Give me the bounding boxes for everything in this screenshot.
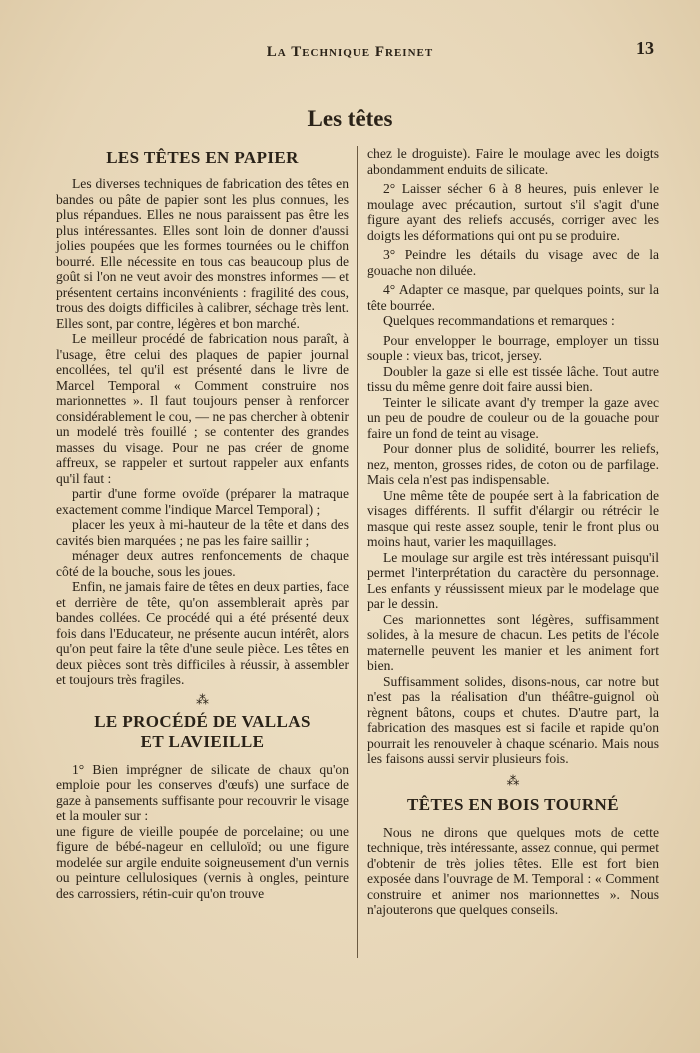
paragraph: Le meilleur procédé de fabrication nous paraît, à l'usage, être celui des plaques de papier journal encollées, tel qu'il est présenté dans le livre de Marcel Temporal « Comment construire nos marionnettes ». Il faut toujours penser à renforcer considérablement le cou, — ne pas chercher à obtenir un modelé très fouillé ; se contenter des grandes masses du visage. Pour ne pas créer de gnome affreux, se rappeler et surtout rappeler aux enfants qu'il faut : [56, 331, 349, 486]
paragraph: 2° Laisser sécher 6 à 8 heures, puis enlever le moulage avec précaution, surtout s'il s'agit d'une figure ayant des reliefs accusés, corriger avec les doigts les déformations qui ont pu se produire. [367, 181, 659, 243]
paragraph: ménager deux autres renfoncements de chaque côté de la bouche, sous les joues. [56, 548, 349, 579]
section-separator: ⁂ [196, 691, 209, 707]
paragraph: 3° Peindre les détails du visage avec de la gouache non diluée. [367, 247, 659, 278]
section-heading-papier: LES TÊTES EN PAPIER [106, 148, 299, 167]
paragraph: Ces marionnettes sont légères, suffisamment solides, à la mesure de chacun. Les petits de l'école maternelle peuvent les manier et les animent fort bien. [367, 611, 659, 673]
article-title: Les têtes [307, 106, 393, 131]
paragraph: Les diverses techniques de fabrication des têtes en bandes ou pâte de papier sont les plus connues, les plus répandues. Elles ne nous paraissent pas être les plus intéressantes. Elles sont loin de donner d'aussi jolies poupées que les formes tournées ou le chiffon bourré. Elle nécessite en tous cas beaucoup plus de goût si l'on ne veut avoir des monstres informes — et présentent certains inconvénients : fragilité des cous, trous des doigts difficiles à calibrer, séchage très lent. Elles sont, par contre, légères et bon marché. [56, 176, 349, 331]
paragraph: Enfin, ne jamais faire de têtes en deux parties, face et derrière de tête, qu'on assemblerait après par bandes collées. Ce procédé qui a été présenté deux fois dans l'Educateur, ne présente aucun intérêt, alors qu'on peut faire la tête d'une seule pièce. Les têtes en deux pièces sont très difficiles à réussir, à assembler et toujours très fragiles. [56, 579, 349, 687]
section-separator: ⁂ [506, 772, 520, 788]
paragraph: Le moulage sur argile est très intéressant puisqu'il permet l'interprétation du caractère du personnage. Les enfants y réussissent mieux par le modelage que par le dessin. [367, 549, 659, 611]
section-heading-vallas-line2: ET LAVIEILLE [140, 731, 265, 751]
section-heading-bois-tourne: TÊTES EN BOIS TOURNÉ [407, 794, 619, 814]
paragraph: Teinter le silicate avant d'y tremper la gaze avec un peu de poudre de couleur ou de la gouache pour faire un fond de teint au visage. [367, 394, 659, 441]
paragraph: une figure de vieille poupée de porcelaine; ou une figure de bébé-nageur en celluloïd; ou une figure modelée sur argile enduite soigneusement d'un vernis ou peinture cellulosiques (vernis à ongles, peinture des carrossiers, rétin-cuir qu'on trouve [56, 823, 349, 901]
paragraph: 4° Adapter ce masque, par quelques points, sur la tête bourrée. [367, 282, 659, 313]
right-column [367, 146, 659, 918]
column-divider [357, 146, 358, 958]
paragraph: Suffisamment solides, disons-nous, car notre but n'est pas la réalisation d'un théâtre-guignol où règnent bâtons, coups et chutes. D'autre part, la fabrication des masques est si facile et rapide qu'on pourrait les renouveler à chaque scénario. Mais nous les faisons aussi servir plusieurs fois. [367, 673, 659, 766]
paragraph: Doubler la gaze si elle est tissée lâche. Tout autre tissu du même genre doit faire aussi bien. [367, 363, 659, 394]
paragraph: Pour envelopper le bourrage, employer un tissu souple : vieux bas, tricot, jersey. [367, 332, 659, 363]
paragraph: placer les yeux à mi-hauteur de la tête et dans des cavités bien marquées ; ne pas les faire saillir ; [56, 517, 349, 548]
paragraph: 1° Bien imprégner de silicate de chaux qu'on emploie pour les conserves d'œufs) une surface de gaze à pansements suffisante pour recouvrir le visage et la mouler sur : [56, 761, 349, 823]
paragraph: Nous ne dirons que quelques mots de cette technique, très intéressante, assez connue, qui permet d'obtenir de très jolies têtes. Elle est fort bien exposée dans l'ouvrage de M. Temporal : « Comment construire et animer nos marionnettes ». Nous n'ajouterons que quelques conseils. [367, 824, 659, 917]
paragraph: partir d'une forme ovoïde (préparer la matraque exactement comme l'indique Marcel Temporal) ; [56, 486, 349, 517]
running-title: La Technique Freinet [266, 44, 434, 60]
section-heading-vallas-line1: LE PROCÉDÉ DE VALLAS [94, 711, 311, 731]
page-number: 13 [636, 38, 654, 58]
paragraph: Quelques recommandations et remarques : [383, 313, 615, 328]
paragraph: Pour donner plus de solidité, bourrer les reliefs, nez, menton, grosses rides, de coton ou de parfilage. Mais cela n'est pas indispensable. [367, 441, 659, 487]
paragraph: chez le droguiste). Faire le moulage avec les doigts abondamment enduits de silicate. [367, 146, 659, 177]
paragraph: Une même tête de poupée sert à la fabrication de visages différents. Il suffit d'élargir ou rétrécir le masque qui reste assez souple, tenir le front plus ou moins haut, varier les maquillages. [367, 487, 659, 549]
left-column [56, 146, 349, 901]
